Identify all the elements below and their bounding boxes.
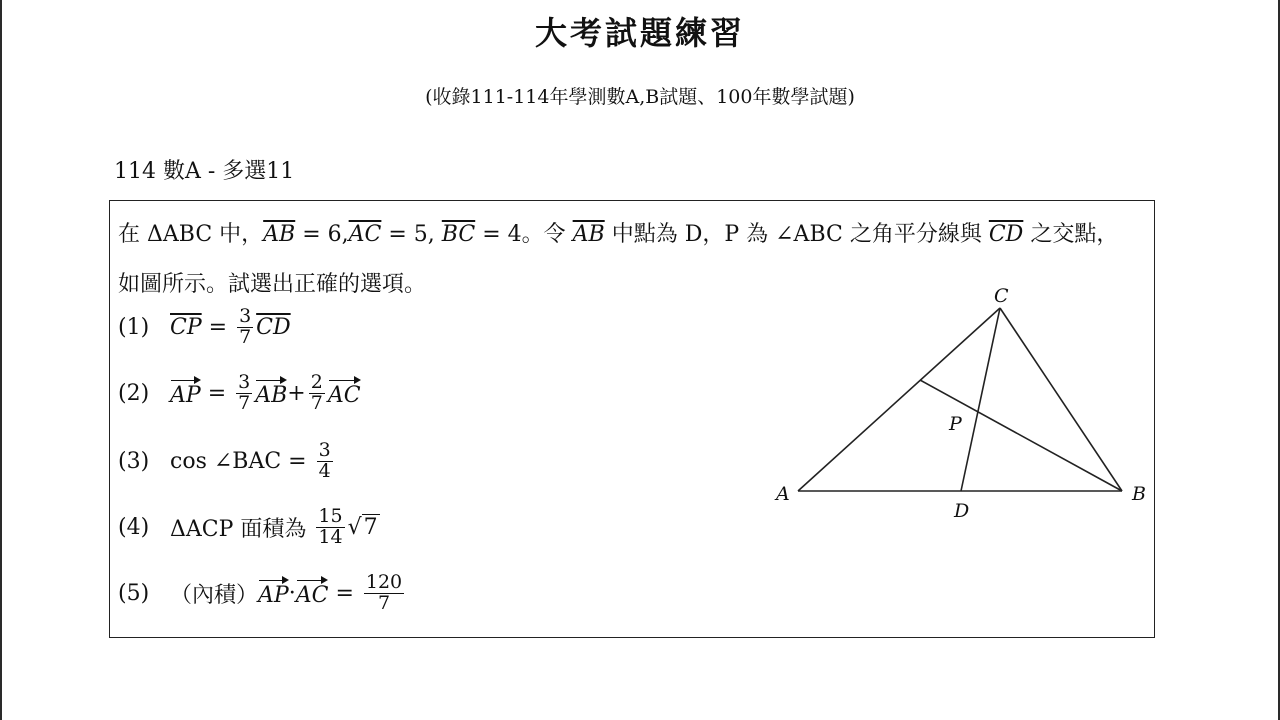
radicand: 7 (363, 514, 378, 540)
option-text: cos ∠BAC = (170, 448, 314, 474)
fraction (309, 373, 325, 414)
numerator: 3 (239, 305, 252, 327)
option-5 (118, 573, 407, 614)
page-title: 大考試題練習 (534, 14, 745, 52)
option-number: (2) (118, 380, 150, 406)
segment-ac: $\overline{AC}$ (348, 222, 382, 247)
dot-product: · (288, 580, 296, 606)
option-number: (4) (118, 514, 150, 540)
vector-ac: AC (296, 579, 329, 608)
side-bc (1000, 308, 1122, 491)
radical-sign: √ (347, 514, 362, 540)
triangle-figure (770, 281, 1150, 521)
denominator: 7 (239, 325, 252, 348)
segment-bc: $\overline{BC}$ (441, 222, 476, 247)
segment-ab: $\overline{AB}$ (263, 222, 296, 247)
segment-cd: $\overline{CD}$ (256, 314, 291, 340)
fraction (316, 507, 344, 548)
stem-text: 在 ΔABC 中， (118, 222, 264, 247)
question-box (109, 200, 1155, 638)
equals-sign: = (201, 314, 235, 340)
option-2 (118, 373, 361, 414)
numerator: 3 (238, 371, 251, 393)
segment-cd: $\overline{CD}$ (988, 222, 1024, 247)
option-text: （內積） (170, 582, 259, 608)
question-stem-line-1 (118, 217, 1118, 248)
vector-ab: AB (255, 379, 287, 408)
numerator: 120 (365, 571, 403, 593)
numerator: 3 (318, 439, 331, 461)
stem-text: 之交點， (1023, 222, 1119, 247)
label-p: P (949, 413, 962, 435)
vector-ac: AC (328, 379, 361, 408)
plus-sign: + (287, 380, 306, 406)
label-a: A (776, 483, 790, 505)
label-d: D (954, 500, 970, 521)
denominator: 7 (238, 391, 251, 414)
fraction (364, 573, 404, 614)
option-number: (5) (118, 580, 150, 606)
vector-ap: AP (258, 579, 289, 608)
square-root (348, 515, 380, 540)
median-cd (961, 308, 1000, 491)
segment-ab: $\overline{AB}$ (572, 222, 605, 247)
equals-sign: = (328, 580, 361, 606)
segment-cp: $\overline{CP}$ (170, 314, 202, 340)
stem-text: = 4。令 (475, 222, 573, 247)
question-label: 114 數A - 多選11 (114, 159, 295, 184)
vector-ap: AP (170, 379, 201, 408)
stem-text: 中點為 D，P 為 ∠ABC 之角平分線與 (604, 222, 989, 247)
denominator: 7 (310, 391, 323, 414)
label-b: B (1132, 483, 1146, 505)
denominator: 4 (318, 459, 331, 482)
option-1 (118, 307, 291, 348)
fraction (236, 373, 252, 414)
equals-sign: = (200, 380, 234, 406)
denominator: 14 (318, 525, 343, 548)
page-subtitle: (收錄111-114年學測數A,B試題、100年數學試題) (425, 86, 855, 108)
fraction (237, 307, 253, 348)
angle-bisector-b (920, 380, 1122, 491)
stem-text: = 6, (295, 222, 349, 247)
question-stem-line-2: 如圖所示。試選出正確的選項。 (118, 272, 427, 297)
option-3 (118, 441, 336, 482)
option-number: (3) (118, 448, 150, 474)
numerator: 15 (318, 505, 343, 527)
fraction (317, 441, 333, 482)
option-4 (118, 507, 380, 548)
numerator: 2 (310, 371, 323, 393)
stem-text: = 5, (381, 222, 442, 247)
side-ac (798, 308, 1000, 491)
label-c: C (994, 285, 1009, 307)
denominator: 7 (377, 591, 391, 614)
option-text: ΔACP 面積為 (170, 516, 314, 542)
option-number: (1) (118, 314, 150, 340)
